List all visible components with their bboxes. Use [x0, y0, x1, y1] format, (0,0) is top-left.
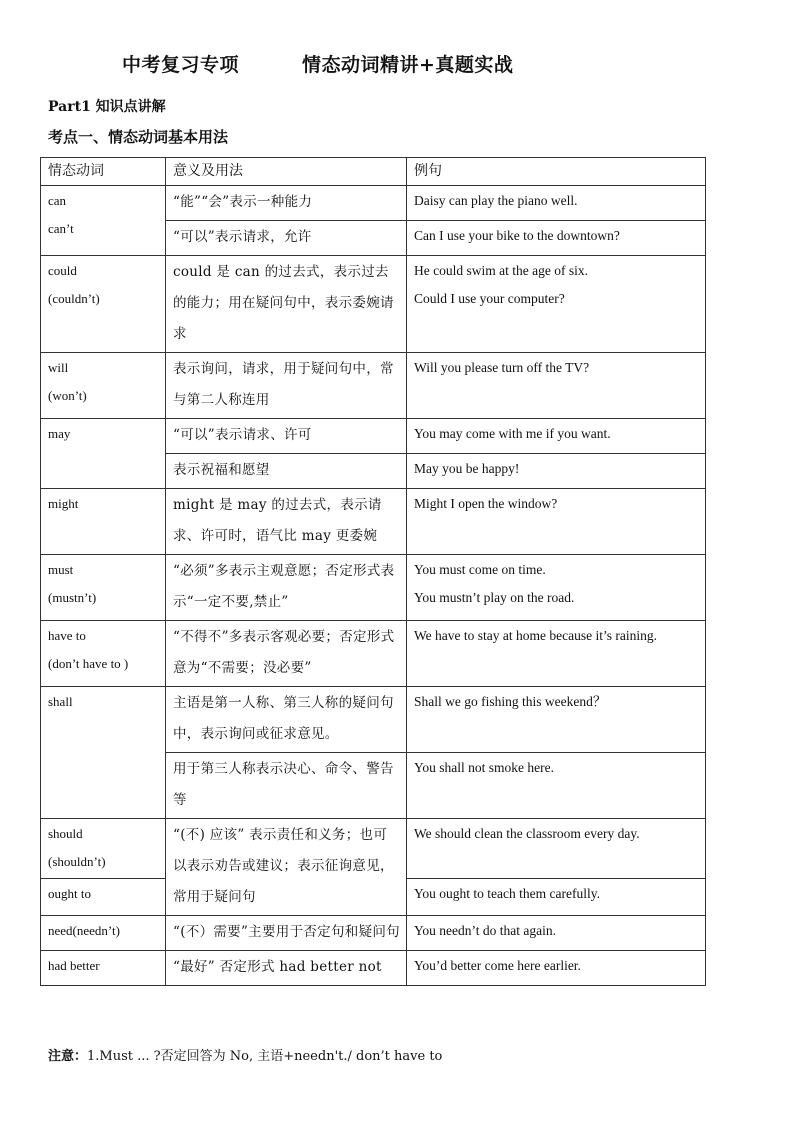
verb-mustnt: (mustn’t) — [48, 590, 97, 605]
verb-cant: can’t — [48, 221, 74, 236]
verb-can: can — [48, 193, 67, 208]
meaning-cell: could 是 can 的过去式，表示过去的能力；用在疑问句中，表示委婉请求 — [166, 256, 407, 353]
meaning-cell: 表示询问，请求，用于疑问句中，常与第二人称连用 — [166, 353, 407, 419]
example-cell: You shall not smoke here. — [407, 753, 706, 819]
meaning-cell: “(不）需要”主要用于否定句和疑问句 — [166, 916, 407, 951]
verb-cell — [41, 621, 166, 687]
table-row — [41, 353, 706, 419]
verb-wont: (won’t) — [48, 388, 87, 403]
example-cell: Daisy can play the piano well. — [407, 186, 706, 221]
table-header-row — [41, 158, 706, 186]
modal-verbs-table — [40, 157, 706, 986]
example-cell: Can I use your bike to the downtown? — [407, 221, 706, 256]
note — [48, 1045, 442, 1064]
table-row — [41, 419, 706, 454]
meaning-cell: 用于第三人称表示决心、命令、警告等 — [166, 753, 407, 819]
meaning-cell: might 是 may 的过去式，表示请求、许可时，语气比 may 更委婉 — [166, 489, 407, 555]
meaning-cell: “必须”多表示主观意愿；否定形式表示“一定不要,禁止” — [166, 555, 407, 621]
verb-have-to: have to — [48, 628, 86, 643]
verb-shouldnt: (shouldn’t) — [48, 854, 106, 869]
note-text: 1.Must ... ?否定回答为 No, 主语+needn't./ don’t have to — [87, 1049, 443, 1064]
verb-cell: need(needn’t) — [41, 916, 166, 951]
part-heading: Part1 知识点讲解 — [48, 99, 166, 115]
example-cell: Might I open the window? — [407, 489, 706, 555]
table-row — [41, 951, 706, 986]
example-cell: You’d better come here earlier. — [407, 951, 706, 986]
verb-cell — [41, 555, 166, 621]
example-cell — [407, 555, 706, 621]
meaning-cell: “可以”表示请求、许可 — [166, 419, 407, 454]
verb-will: will — [48, 360, 69, 375]
table-row — [41, 186, 706, 221]
header-example: 例句 — [407, 158, 706, 186]
example-cell: You ought to teach them carefully. — [407, 879, 706, 916]
meaning-cell: “不得不”多表示客观必要；否定形式意为“不需要；没必要” — [166, 621, 407, 687]
meaning-cell: “最好” 否定形式 had better not — [166, 951, 407, 986]
table-row — [41, 555, 706, 621]
meaning-cell: “可以”表示请求，允许 — [166, 221, 407, 256]
table-row — [41, 687, 706, 753]
verb-couldnt: (couldn’t) — [48, 291, 100, 306]
verb-cell — [41, 186, 166, 256]
example-cell — [407, 256, 706, 353]
verb-cell — [41, 353, 166, 419]
header-verb: 情态动词 — [41, 158, 166, 186]
verb-cell: might — [41, 489, 166, 555]
verb-cell: shall — [41, 687, 166, 819]
example-cell: We have to stay at home because it’s raining. — [407, 621, 706, 687]
verb-must: must — [48, 562, 74, 577]
title-left: 中考复习专项 — [122, 54, 240, 76]
verb-dont-have-to: (don’t have to ) — [48, 656, 129, 671]
header-meaning: 意义及用法 — [166, 158, 407, 186]
example-cell: You may come with me if you want. — [407, 419, 706, 454]
meaning-cell: “(不) 应该” 表示责任和义务；也可以表示劝告或建议；表示征询意见，常用于疑问句 — [166, 819, 407, 916]
verb-cell: had better — [41, 951, 166, 986]
table-row — [41, 256, 706, 353]
note-label: 注意： — [48, 1049, 88, 1064]
verb-cell — [41, 819, 166, 879]
table-row — [41, 819, 706, 879]
example-line: You must come on time. — [414, 562, 546, 577]
verb-cell — [41, 256, 166, 353]
example-line: Could I use your computer? — [414, 291, 565, 306]
verb-could: could — [48, 263, 77, 278]
example-line: He could swim at the age of six. — [414, 263, 588, 278]
table-row — [41, 916, 706, 951]
table-row — [41, 489, 706, 555]
example-cell: We should clean the classroom every day. — [407, 819, 706, 879]
example-cell: May you be happy! — [407, 454, 706, 489]
example-line: You mustn’t play on the road. — [414, 590, 575, 605]
example-cell: You needn’t do that again. — [407, 916, 706, 951]
meaning-cell: 表示祝福和愿望 — [166, 454, 407, 489]
example-cell: Shall we go fishing this weekend？ — [407, 687, 706, 753]
table-row — [41, 621, 706, 687]
section-heading: 考点一、情态动词基本用法 — [48, 128, 229, 146]
meaning-cell: 主语是第一人称、第三人称的疑问句中，表示询问或征求意见。 — [166, 687, 407, 753]
meaning-cell: “能”“会”表示一种能力 — [166, 186, 407, 221]
verb-should: should — [48, 826, 83, 841]
example-cell: Will you please turn off the TV? — [407, 353, 706, 419]
verb-cell: ought to — [41, 879, 166, 916]
title-right: 情态动词精讲+真题实战 — [302, 54, 514, 76]
verb-cell: may — [41, 419, 166, 489]
